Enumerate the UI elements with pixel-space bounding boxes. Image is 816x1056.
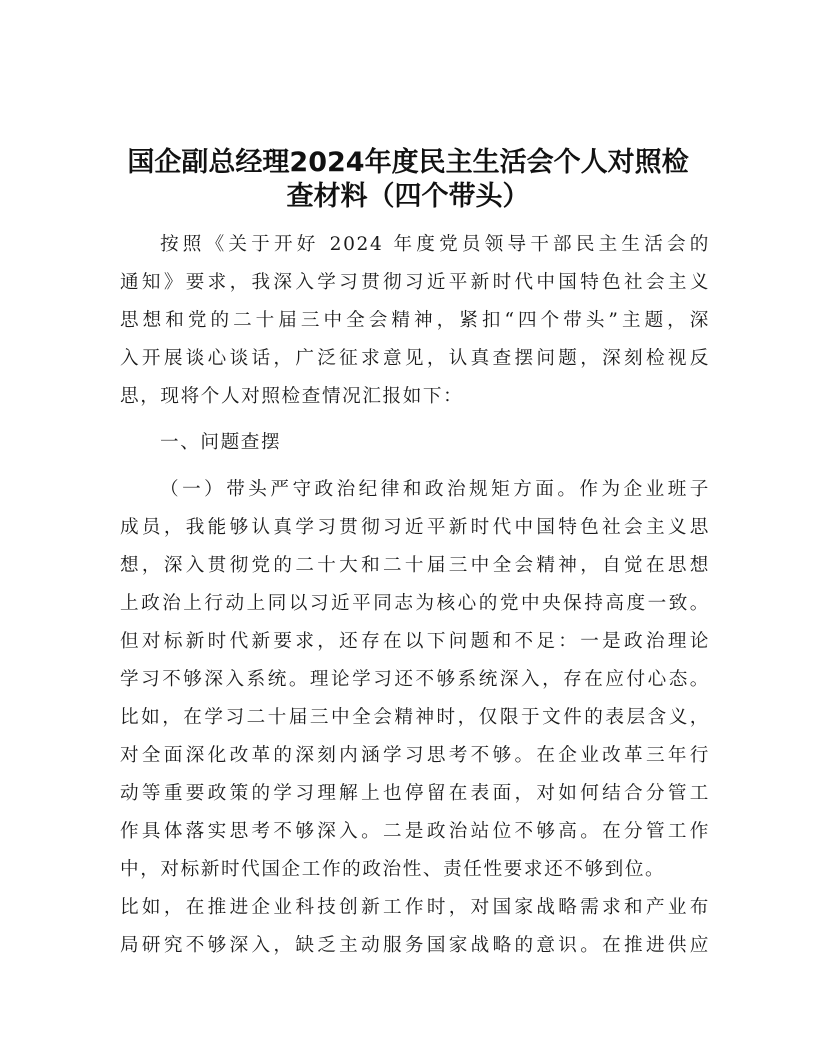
paragraph-line: （一）带头严守政治纪律和政治规矩方面。作为企业班子 — [160, 479, 710, 500]
intro-line: 思想和党的二十届三中全会精神，紧扣“四个带头”主题，深 — [120, 310, 710, 331]
paragraph-line: 比如，在推进企业科技创新工作时，对国家战略需求和产业布 — [120, 897, 710, 918]
paragraph-line: 上政治上行动上同以习近平同志为核心的党中央保持高度一致。 — [120, 593, 710, 614]
paragraph-line: 学习不够深入系统。理论学习还不够系统深入，存在应付心态。 — [120, 669, 710, 690]
paragraph-line: 但对标新时代新要求，还存在以下问题和不足：一是政治理论 — [120, 631, 710, 652]
section-heading: 一、问题查摆 — [160, 432, 282, 453]
paragraph-line: 对全面深化改革的深刻内涵学习思考不够。在企业改革三年行 — [120, 745, 710, 766]
paragraph-line: 成员，我能够认真学习贯彻习近平新时代中国特色社会主义思 — [120, 517, 710, 538]
paragraph-line: 局研究不够深入，缺乏主动服务国家战略的意识。在推进供应 — [120, 935, 710, 956]
intro-line: 通知》要求，我深入学习贯彻习近平新时代中国特色社会主义 — [120, 272, 710, 293]
intro-line: 按照《关于开好 2024 年度党员领导干部民主生活会的 — [160, 234, 710, 255]
intro-line: 思，现将个人对照检查情况汇报如下： — [120, 386, 464, 407]
paragraph-line: 中，对标新时代国企工作的政治性、责任性要求还不够到位。 — [120, 859, 666, 880]
paragraph-line: 动等重要政策的学习理解上也停留在表面，对如何结合分管工 — [120, 783, 710, 804]
paragraph-line: 作具体落实思考不够深入。二是政治站位不够高。在分管工作 — [120, 821, 710, 842]
paragraph-line: 想，深入贯彻党的二十大和二十届三中全会精神，自觉在思想 — [120, 555, 710, 576]
document-title-line-1: 国企副总经理2024年度民主生活会个人对照检 — [127, 147, 689, 178]
document-title-line-2: 查材料（四个带头） — [286, 181, 530, 212]
paragraph-line: 比如，在学习二十届三中全会精神时，仅限于文件的表层含义， — [120, 707, 710, 728]
intro-line: 入开展谈心谈话，广泛征求意见，认真查摆问题，深刻检视反 — [120, 348, 710, 369]
